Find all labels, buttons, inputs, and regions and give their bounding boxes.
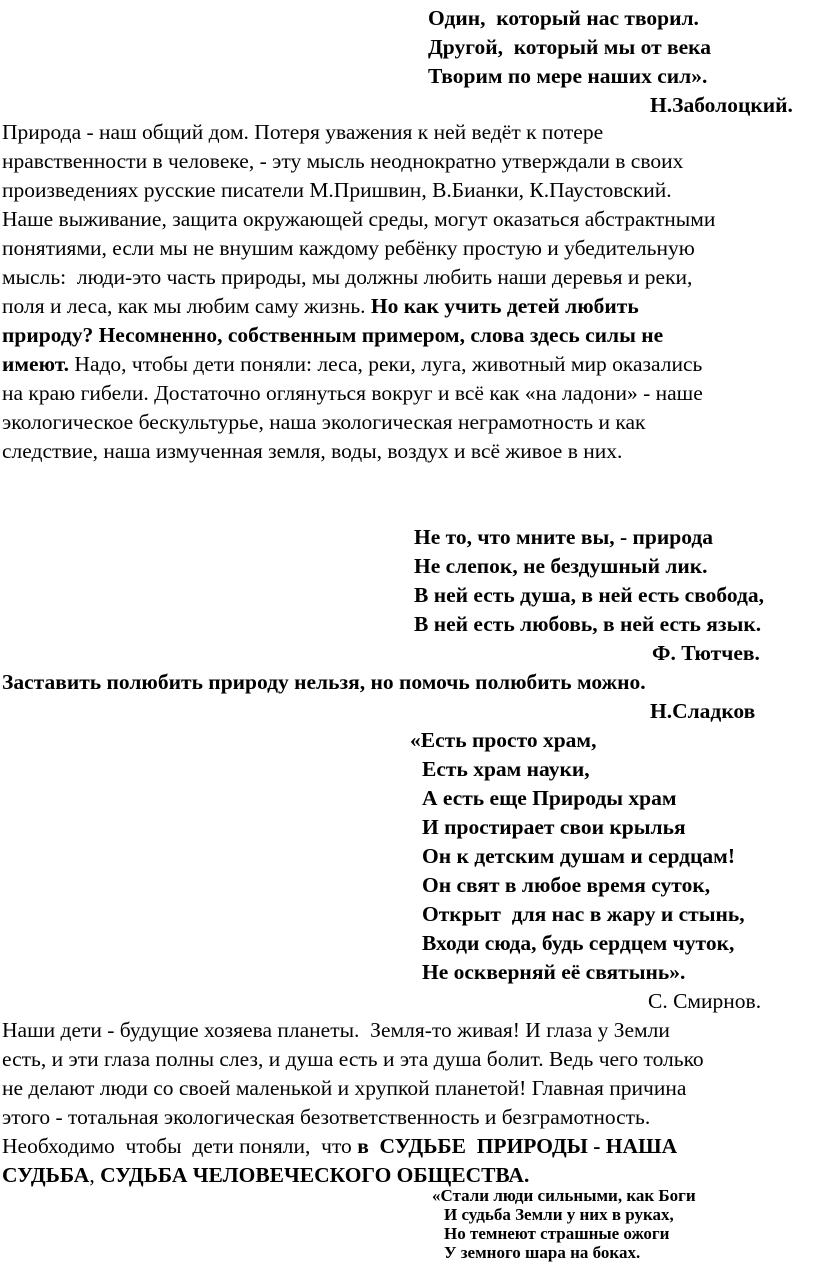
poem-line: Не то, что мните вы, - природа	[414, 525, 713, 549]
poem-line: Он к детским душам и сердцам!	[422, 844, 735, 868]
emphasis-text: Но как учить детей любить	[365, 294, 639, 318]
paragraph-line: произведениях русские писатели М.Пришвин, В.Бианки, К.Паустовский.	[2, 178, 672, 202]
poem-line: «Стали люди сильными, как Боги	[432, 1186, 696, 1205]
plain-text: Надо, чтобы дети поняли: леса, реки, луга, животный мир оказались	[69, 352, 703, 376]
paragraph-line: Наши дети - будущие хозяева планеты. Земля-то живая! И глаза у Земли	[2, 1018, 670, 1042]
paragraph-line: этого - тотальная экологическая безответственность и безграмотность.	[2, 1105, 651, 1129]
poem-line: Но темнеют страшные ожоги	[444, 1224, 670, 1243]
poem-line: А есть еще Природы храм	[422, 786, 677, 810]
poem-line: Входи сюда, будь сердцем чуток,	[422, 931, 735, 955]
epigraph-line: Один, который нас творил.	[428, 6, 699, 30]
paragraph-line: нравственности в человеке, - эту мысль неоднократно утверждали в своих	[2, 149, 684, 173]
emphasis-text: СУДЬБА	[2, 1163, 90, 1187]
poem-line: «Есть просто храм,	[410, 728, 597, 752]
paragraph-line: на краю гибели. Достаточно оглянуться вокруг и всё как «на ладони» - наше	[2, 381, 703, 405]
paragraph-line	[2, 292, 639, 321]
plain-text: Необходимо чтобы дети поняли, что	[2, 1134, 352, 1158]
poem-line: Открыт для нас в жару и стынь,	[422, 902, 745, 926]
epigraph-line: Творим по мере наших сил».	[428, 64, 708, 88]
poem-line: В ней есть любовь, в ней есть язык.	[414, 612, 762, 636]
poem-line: Не слепок, не бездушный лик.	[414, 554, 708, 578]
quote-text: Заставить полюбить природу нельзя, но помочь полюбить можно.	[2, 670, 646, 694]
poem-line: И простирает свои крылья	[422, 815, 686, 839]
poem-line: Есть храм науки,	[422, 757, 590, 781]
paragraph-line: следствие, наша измученная земля, воды, воздух и всё живое в них.	[2, 439, 623, 463]
poem-line: Он свят в любое время суток,	[422, 873, 711, 897]
emphasis-text: в СУДЬБЕ ПРИРОДЫ - НАША	[351, 1134, 678, 1158]
poem-author: Ф. Тютчев.	[652, 641, 760, 665]
poem-line: Не оскверняй её святынь».	[422, 960, 686, 984]
paragraph-line	[2, 1132, 677, 1161]
epigraph-author: Н.Заболоцкий.	[650, 93, 793, 117]
poem-line: И судьба Земли у них в руках,	[444, 1205, 674, 1224]
paragraph-line: понятиями, если мы не внушим каждому ребёнку простую и убедительную	[2, 236, 695, 260]
paragraph-line: не делают люди со своей маленькой и хрупкой планетой! Главная причина	[2, 1076, 687, 1100]
paragraph-line: есть, и эти глаза полны слез, и душа есть и эта душа болит. Ведь чего только	[2, 1047, 704, 1071]
plain-text: ,	[89, 1163, 95, 1187]
poem-line: У земного шара на боках.	[444, 1243, 641, 1262]
emphasis-text: СУДЬБА ЧЕЛОВЕЧЕСКОГО ОБЩЕСТВА.	[94, 1163, 530, 1187]
paragraph-line: Наше выживание, защита окружающей среды, могут оказаться абстрактными	[2, 207, 716, 231]
poem-author: С. Смирнов.	[648, 989, 762, 1013]
epigraph-line: Другой, который мы от века	[428, 35, 711, 59]
plain-text: поля и леса, как мы любим саму жизнь.	[2, 294, 366, 318]
emphasis-text: имеют.	[2, 352, 70, 376]
paragraph-line: Природа - наш общий дом. Потеря уважения к ней ведёт к потере	[2, 120, 604, 144]
paragraph-line: мысль: люди-это часть природы, мы должны любить наши деревья и реки,	[2, 265, 693, 289]
poem-line: В ней есть душа, в ней есть свобода,	[414, 583, 765, 607]
paragraph-line	[2, 350, 702, 379]
emphasis-text: природу? Несомненно, собственным примером, слова здесь силы не	[2, 323, 664, 347]
quote-author: Н.Сладков	[650, 699, 756, 723]
paragraph-line: экологическое бескультурье, наша экологическая неграмотность и как	[2, 410, 646, 434]
